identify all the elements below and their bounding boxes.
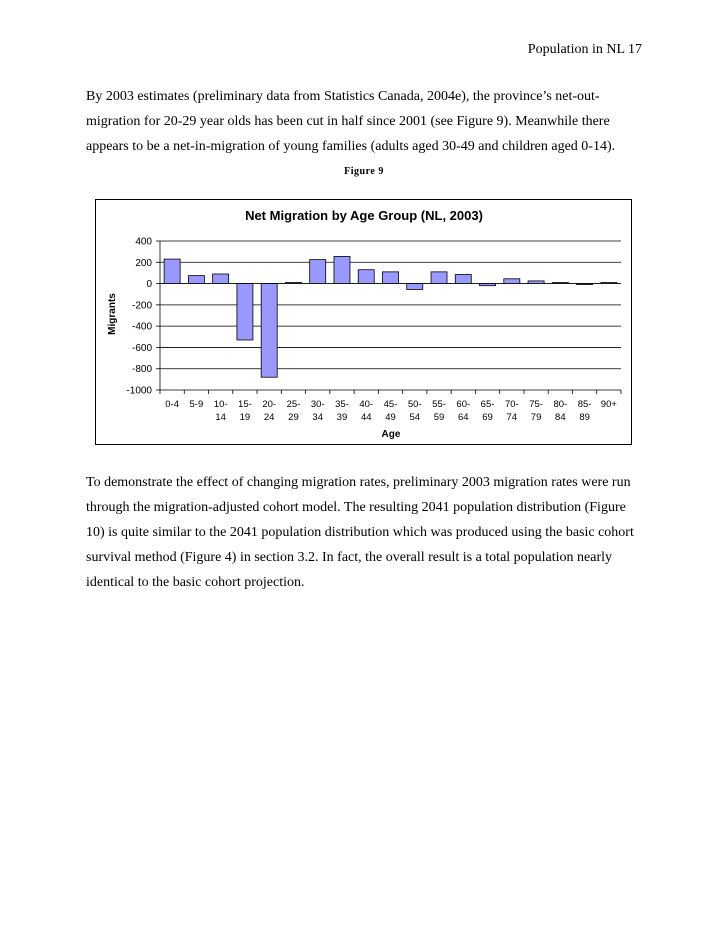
- bar: [188, 276, 204, 284]
- bar: [552, 283, 568, 284]
- x-tick-label: 50-: [407, 399, 422, 410]
- bar: [455, 275, 471, 284]
- x-tick-label: 5-9: [189, 399, 204, 410]
- x-tick-label: 15-: [238, 399, 252, 410]
- bar: [213, 274, 229, 284]
- x-tick-label: 54: [409, 412, 421, 423]
- x-tick-label: 0-4: [165, 399, 179, 410]
- x-tick-label: 59: [433, 412, 445, 423]
- x-tick-label: 65-: [480, 399, 495, 410]
- y-tick-label: 0: [146, 279, 152, 291]
- x-tick-label: 35-: [335, 399, 349, 410]
- bar: [237, 284, 253, 340]
- gridlines: [156, 241, 621, 394]
- figure-label: Figure 9: [344, 166, 384, 177]
- x-tick-label: 49: [385, 412, 396, 423]
- net-migration-chart: [96, 200, 631, 444]
- bar: [528, 281, 544, 284]
- x-tick-label: 90+: [600, 399, 617, 410]
- x-tick-label: 14: [215, 412, 226, 423]
- x-tick-label: 89: [579, 412, 590, 423]
- x-tick-label: 69: [482, 412, 493, 423]
- bar: [382, 272, 398, 284]
- bar: [334, 256, 350, 283]
- y-tick-label: 200: [135, 257, 152, 269]
- x-tick-label: 29: [288, 412, 299, 423]
- x-tick-label: 19: [239, 412, 251, 423]
- y-tick-label: 400: [135, 236, 152, 248]
- bar: [407, 284, 423, 290]
- y-axis-label: Migrants: [107, 293, 118, 335]
- x-tick-label: 64: [458, 412, 469, 423]
- x-tick-label: 44: [360, 412, 372, 423]
- y-tick-label: -200: [131, 300, 152, 312]
- bar: [480, 284, 496, 286]
- x-tick-label: 30-: [310, 399, 325, 410]
- x-tick-label: 45-: [383, 399, 398, 410]
- paragraph-conclusion: To demonstrate the effect of changing migration rates, preliminary 2003 migration rates were run through the migration-adjusted cohort model. The resulting 2041 population distribution (Figure 10) is quite similar to the 2041 population distribution which was produced using the basic cohort survival method (Figure 4) in section 3.2. In fact, the overall result is a total population nearly identical to the basic cohort projection.: [86, 475, 634, 590]
- y-tick-label: -400: [131, 321, 152, 333]
- x-tick-label: 10-: [213, 399, 228, 410]
- x-tick-label: 39: [336, 412, 348, 423]
- bar: [431, 272, 447, 284]
- bar: [601, 283, 617, 284]
- x-tick-label: 55-: [432, 399, 446, 410]
- x-tick-label: 25-: [286, 399, 301, 410]
- page-header: Population in NL 17: [527, 42, 642, 57]
- chart-title: Net Migration by Age Group (NL, 2003): [245, 208, 483, 223]
- x-tick-label: 40-: [359, 399, 374, 410]
- bar: [261, 284, 277, 378]
- x-tick-labels: [165, 399, 617, 423]
- y-tick-label: -1000: [126, 385, 152, 397]
- bar: [310, 260, 326, 284]
- x-tick-label: 79: [530, 412, 542, 423]
- bar: [577, 284, 593, 285]
- chart-container: [95, 199, 632, 445]
- x-tick-label: 20-: [262, 399, 277, 410]
- x-tick-label: 75-: [529, 399, 543, 410]
- bar: [285, 283, 301, 284]
- y-tick-labels: [126, 237, 152, 397]
- bar: [504, 279, 520, 284]
- x-tick-label: 24: [263, 412, 275, 423]
- x-tick-label: 84: [555, 412, 566, 423]
- y-tick-label: -600: [131, 342, 152, 354]
- bar: [358, 270, 374, 284]
- bar: [164, 259, 180, 283]
- x-tick-label: 74: [506, 412, 518, 423]
- paragraph-intro: By 2003 estimates (preliminary data from Statistics Canada, 2004e), the province’s net-out-migration for 20-29 year olds has been cut in half since 2001 (see Figure 9). Meanwhile there appears to be a net-in-migration of young families (adults aged 30-49 and children aged 0-14).: [86, 89, 616, 154]
- x-tick-label: 60-: [456, 399, 471, 410]
- bars: [164, 256, 617, 377]
- x-tick-label: 85-: [577, 399, 592, 410]
- x-tick-label: 70-: [504, 399, 519, 410]
- x-tick-label: 80-: [553, 399, 568, 410]
- x-axis-label: Age: [381, 429, 401, 440]
- x-tick-label: 34: [312, 412, 323, 423]
- y-tick-label: -800: [131, 364, 152, 376]
